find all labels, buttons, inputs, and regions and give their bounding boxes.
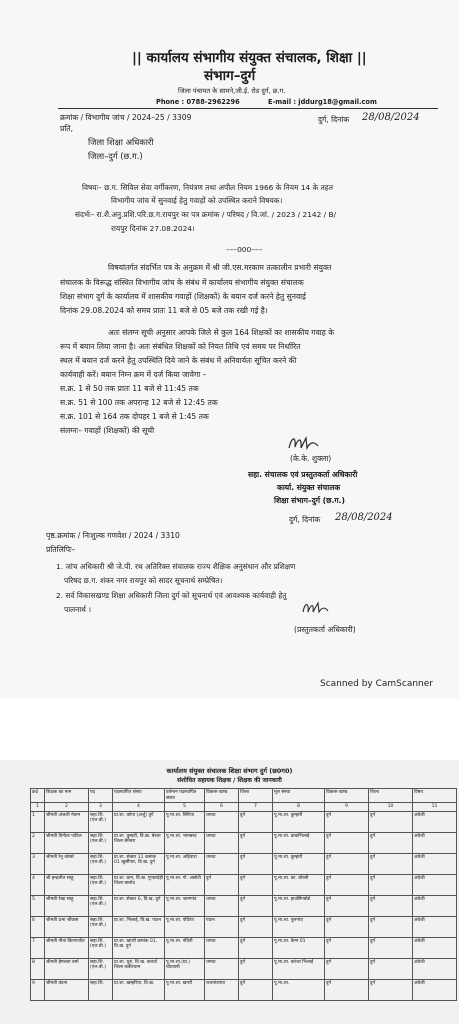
column-header: जिला: [369, 789, 413, 803]
section-separator: –––000–––: [226, 245, 263, 254]
table-cell: अंग्रेजी: [413, 895, 457, 916]
date-label: दुर्ग, दिनांक: [318, 115, 350, 124]
enclosure-note: संलग्नः– गवाहों (शिक्षकों) की सूची: [60, 426, 155, 435]
copy-item-1-line-2: परिषद छ.ग. शंकर नगर रायपुर को सादर सूचनार्थ सम्प्रेषित।: [64, 576, 223, 585]
letterhead-subtitle: संभाग–दुर्ग: [204, 68, 256, 84]
table-cell: सहा.शि. (एल.बी.): [89, 811, 113, 832]
letter-number: क्रमांक / विभागीय जांच / 2024–25 / 3309: [60, 113, 192, 122]
table-cell: प्रा.शा. धुरु, वि.ख. कवर्धा जिला कबीरधाम: [113, 958, 165, 979]
handwritten-date: 28/08/2024: [362, 112, 420, 123]
column-header: क्र0: [31, 789, 45, 803]
para2-line-2: रूप में बयान लिया जाना है। अतः संबंधित शिक्षकों को नियत तिथि एवं समय पर निर्धारित: [60, 342, 301, 351]
table-cell: पू.मा.शा. नंदिनी: [165, 937, 205, 958]
recipient-line-1: जिला शिक्षा अधिकारी: [88, 137, 154, 147]
column-number: 9: [325, 803, 369, 812]
signer-role-1: सहा. संचालक एवं प्रस्तुतकर्ता अधिकारी: [248, 470, 358, 479]
table-cell: सहा.शि. (एल.बी.): [89, 958, 113, 979]
page-gap: [0, 698, 459, 760]
table-cell: 1: [31, 811, 45, 832]
table-cell: दुर्ग: [239, 937, 273, 958]
column-number: 7: [239, 803, 273, 812]
schedule-item: स.क्र. 101 से 164 तक दोपहर 1 बजे से 1:45 तक: [60, 412, 209, 421]
column-number: 2: [45, 803, 89, 812]
table-cell: श्रीमती विनीता पाटिल: [45, 832, 89, 853]
table-cell: दुर्ग: [369, 853, 413, 874]
endorsement-number: पृष्ठ.क्रमांक / निःशुल्क गणवेश / 2024 / 3310: [46, 531, 180, 540]
office-address: जिला पंचायत के सामने,जी.ई. रोड दुर्ग, छ.ग.: [178, 87, 286, 95]
table-header-row: [31, 789, 457, 803]
reference-line-2: रायपुर दिनांक 27.08.2024।: [111, 224, 195, 233]
prati-label: प्रति,: [60, 124, 74, 133]
column-number: 8: [273, 803, 325, 812]
annexure-subtitle: संशोधित सहायक शिक्षक / शिक्षक की जानकारी: [177, 777, 282, 784]
para1-line-1: विषयांतर्गत संदर्भित पत्र के अनुक्रम में श्री जी.एस.मरकाम तत्कालीन प्रभारी संयुक्त: [108, 263, 332, 272]
table-row: [31, 853, 457, 874]
table-cell: 9: [31, 979, 45, 1000]
table-cell: पू.मा.शा.(प्रा.) घोटवानी: [165, 958, 205, 979]
table-row: [31, 811, 457, 832]
table-cell: श्रीमती प्रभा श्रीवास: [45, 916, 89, 937]
table-cell: पू.मा.शा. ढाबाभिलाई: [273, 832, 325, 853]
table-cell: सहा.शि. (एल.बी.): [89, 937, 113, 958]
table-cell: सहा.शि. (एल.बी.): [89, 832, 113, 853]
table-cell: 5: [31, 895, 45, 916]
table-cell: दुर्ग: [239, 874, 273, 895]
copy-item-2-line-2: पालनार्थ ।: [64, 605, 92, 614]
table-cell: पू.मा.शा. सिरिया: [165, 811, 205, 832]
table-cell: प्रा.शा. सेक्टर 6, वि.ख. दुर्ग: [113, 895, 165, 916]
column-header: पदस्थापित संस्था: [113, 789, 165, 803]
copy-item-1-line-1: 1. जांच अधिकारी श्री जे.पी. रथ अतिरिक्त संचालक राज्य शैक्षिक अनुसंधान और प्रशिक्षण: [56, 562, 296, 571]
signature-scribble: [300, 598, 330, 618]
table-cell: श्री इन्द्रजीत साहू: [45, 874, 89, 895]
table-cell: दुर्ग: [369, 811, 413, 832]
table-cell: पू.मा.शा. अहिवारा: [165, 853, 205, 874]
table-cell: श्रीमती रेखा साहू: [45, 895, 89, 916]
column-header: वर्तमान पदस्थापित संस्था: [165, 789, 205, 803]
table-cell: दुर्ग: [325, 979, 369, 1000]
table-cell: श्रीमती रेनू कोसरे: [45, 853, 89, 874]
table-cell: 7: [31, 937, 45, 958]
table-cell: सहा.शि. (एल.बी.): [89, 895, 113, 916]
table-row: [31, 937, 457, 958]
copy-label: प्रतिलिपिः–: [46, 545, 76, 554]
table-cell: प्रा.शा. ग्राम, वि.ख. गुण्डरदेही जिला बालोद: [113, 874, 165, 895]
signer-date-label: दुर्ग, दिनांक: [289, 515, 321, 524]
office-email: E-mail : jddurg18@gmail.com: [268, 98, 377, 106]
table-cell: पू.मा.शा. कुम्हारी: [273, 853, 325, 874]
presenting-officer-label: (प्रस्तुतकर्ता अधिकारी): [294, 625, 356, 634]
table-cell: पाटन: [205, 916, 239, 937]
scanner-watermark: Scanned by CamScanner: [320, 679, 433, 689]
table-cell: पू.मा.शा. पोटिया: [165, 916, 205, 937]
table-cell: अंग्रेजी: [413, 832, 457, 853]
recipient-line-2: जिला–दुर्ग (छ.ग.): [88, 151, 143, 161]
table-cell: पू.मा.शा. खपरी: [165, 979, 205, 1000]
column-header: विषय: [413, 789, 457, 803]
column-number: 4: [113, 803, 165, 812]
table-cell: धमधा: [205, 937, 239, 958]
table-cell: पू.मा.शा. हाउसिंगबोर्ड: [273, 895, 325, 916]
table-cell: प्रा.शा. खम्हरिया, वि.ख.: [113, 979, 165, 1000]
column-header: शिक्षक का नाम: [45, 789, 89, 803]
table-cell: पू.मा.शा. पुलगांव: [273, 916, 325, 937]
table-cell: दुर्ग: [239, 832, 273, 853]
table-cell: धमधा: [205, 811, 239, 832]
table-cell: दुर्ग: [325, 937, 369, 958]
para2-line-3: स्थल में बयान दर्ज करने हेतु उपस्थिति दिये जाने के संबंध में अनिवार्यतः सूचित करने की: [60, 356, 297, 365]
table-row: [31, 916, 457, 937]
table-cell: सहा.शि. (एल.बी.): [89, 874, 113, 895]
table-cell: दुर्ग: [369, 916, 413, 937]
column-number-row: [31, 803, 457, 812]
table-cell: सहा.शि. (एल.बी.): [89, 916, 113, 937]
table-cell: सहा.शि. (एल.बी.): [89, 853, 113, 874]
table-cell: दुर्ग: [239, 958, 273, 979]
table-cell: प्रा.शा. कुम्हरी, वि.ख. बेरला जिला बेमेतरा: [113, 832, 165, 853]
signer-role-3: शिक्षा संभाग–दुर्ग (छ.ग.): [274, 496, 345, 505]
annexure-title: कार्यालय संयुक्त संचालक शिक्षा संभाग दुर्ग (छ0ग0): [166, 767, 293, 775]
table-cell: अंग्रेजी: [413, 853, 457, 874]
column-number: 3: [89, 803, 113, 812]
letterhead-title: || कार्यालय संभागीय संयुक्त संचालक, शिक्षा ||: [132, 50, 367, 66]
table-cell: श्रीमती अंजली नेताम: [45, 811, 89, 832]
table-cell: दुर्ग: [369, 832, 413, 853]
table-cell: दुर्ग: [325, 811, 369, 832]
table-cell: दुर्ग: [369, 979, 413, 1000]
table-cell: प्रा.शा. खपरी क्रमांक 01, वि.ख. दुर्ग: [113, 937, 165, 958]
column-header: विकास खण्ड: [325, 789, 369, 803]
table-cell: दुर्ग: [239, 811, 273, 832]
table-cell: दुर्ग: [369, 958, 413, 979]
table-cell: 4: [31, 874, 45, 895]
table-cell: श्रीमती नीता किरणजीत: [45, 937, 89, 958]
table-cell: अंग्रेजी: [413, 979, 457, 1000]
copy-item-2-line-1: 2. सर्व विकासखण्ड शिक्षा अधिकारी जिला दुर्ग को सूचनार्थ एवं आवश्यक कार्यवाही हेतु: [56, 591, 287, 600]
table-cell: प्रा.शा. सेक्टर 11 क्रमांक 01 खुर्सीपार, वि.ख. दुर्ग: [113, 853, 165, 874]
table-cell: धमधा: [205, 832, 239, 853]
table-cell: पू.मा.शा.: [273, 979, 325, 1000]
table-cell: धमधा: [205, 853, 239, 874]
table-cell: 3: [31, 853, 45, 874]
column-number: 1: [31, 803, 45, 812]
table-cell: राजनांदगांव: [205, 979, 239, 1000]
table-cell: दुर्ग: [205, 874, 239, 895]
table-cell: श्रीमती हेमलता वर्मा: [45, 958, 89, 979]
table-cell: दुर्ग: [369, 874, 413, 895]
table-cell: अंग्रेजी: [413, 937, 457, 958]
table-cell: दुर्ग: [325, 916, 369, 937]
para1-line-2: संचालक के विरूद्ध संस्थित विभागीय जांच के संबंध में कार्यालय संभागीय संयुक्त संचालक: [60, 278, 304, 287]
para2-line-4: कार्यवाही करें। बयान निम्न क्रम में दर्ज किया जावेगा –: [60, 370, 207, 379]
schedule-item: स.क्र. 1 से 50 तक प्रातः 11 बजे से 11:45 तक: [60, 384, 199, 393]
table-cell: प्रा.शा. भिलाई, वि.ख. पाटन: [113, 916, 165, 937]
table-cell: अंग्रेजी: [413, 916, 457, 937]
column-number: 6: [205, 803, 239, 812]
table-cell: अंग्रेजी: [413, 874, 457, 895]
table-cell: अंग्रेजी: [413, 811, 457, 832]
table-cell: दुर्ग: [325, 853, 369, 874]
table-row: [31, 979, 457, 1000]
column-header: विकास खण्ड: [205, 789, 239, 803]
table-cell: धमधा: [205, 895, 239, 916]
para1-line-3: शिक्षा संभाग दुर्ग के कार्यालय में शासकीय गवाहों (शिक्षकों) के बयान दर्ज करने हेतु सुनवाई: [60, 292, 306, 301]
signer-name: (के.के. शुक्ला): [290, 454, 332, 463]
table-cell: दुर्ग: [325, 895, 369, 916]
table-cell: पू.मा.शा. भानबरद: [165, 832, 205, 853]
table-cell: दुर्ग: [239, 979, 273, 1000]
table-cell: पू.मा.शा. कुम्हारी: [273, 811, 325, 832]
table-cell: दुर्ग: [239, 853, 273, 874]
table-row: [31, 832, 457, 853]
column-number: 5: [165, 803, 205, 812]
table-cell: दुर्ग: [239, 916, 273, 937]
table-cell: पू.मा.शा. जामगांव: [165, 895, 205, 916]
table-cell: अंग्रेजी: [413, 958, 457, 979]
table-cell: दुर्ग: [325, 958, 369, 979]
table-cell: श्रीमती वंदना: [45, 979, 89, 1000]
table-cell: 2: [31, 832, 45, 853]
table-cell: दुर्ग: [325, 832, 369, 853]
column-header: मूल संस्था: [273, 789, 325, 803]
table-cell: दुर्ग: [369, 937, 413, 958]
table-cell: पू.मा.शा. गो. अछोटी: [165, 874, 205, 895]
table-row: [31, 958, 457, 979]
table-row: [31, 895, 457, 916]
table-cell: 6: [31, 916, 45, 937]
signer-handwritten-date: 28/08/2024: [335, 512, 393, 523]
table-row: [31, 874, 457, 895]
teacher-list-table: [30, 788, 457, 1001]
table-cell: पू.मा.शा. कैम्प 01: [273, 937, 325, 958]
letterhead-divider: [58, 108, 438, 109]
column-number: 10: [369, 803, 413, 812]
signature-scribble: [286, 432, 322, 454]
office-phone: Phone : 0788-2962296: [156, 98, 240, 106]
table-cell: प्रा.शा. कोपा (अर्जु) दुर्ग: [113, 811, 165, 832]
table-cell: धमधा: [205, 958, 239, 979]
table-cell: पू.मा.शा. का. बोरसी: [273, 874, 325, 895]
column-header: जिला: [239, 789, 273, 803]
column-number: 11: [413, 803, 457, 812]
subject-line-1: विषयः– छ.ग. सिविल सेवा वर्गीकरण, नियंत्रण तथा अपील नियम 1966 के नियम 14 के तहत: [82, 183, 333, 192]
table-cell: दुर्ग: [325, 874, 369, 895]
signer-role-2: कार्या. संयुक्त संचालक: [277, 483, 341, 492]
table-cell: पू.मा.शा. करंजा भिलाई: [273, 958, 325, 979]
para2-line-1: अतः संलग्न सूची अनुसार आपके जिले से कुल 164 शिक्षकों का शासकीय गवाह के: [108, 328, 335, 337]
column-header: पद: [89, 789, 113, 803]
subject-line-2: विभागीय जांच में सुनवाई हेतु गवाहों को उपस्थित कराने विषयक।: [111, 196, 283, 205]
schedule-item: स.क्र. 51 से 100 तक अपरान्ह 12 बजे से 12:45 तक: [60, 398, 218, 407]
table-cell: दुर्ग: [369, 895, 413, 916]
table-cell: दुर्ग: [239, 895, 273, 916]
para1-line-4: दिनांक 29.08.2024 को समय प्रातः 11 बजे से 05 बजे तक रखी गई है।: [60, 306, 268, 315]
reference-line-1: संदर्भः– रा.शै.अनु.प्रशि.परि.छ.ग.रायपुर का पत्र क्रमांक / परिषद / वि.जां. / 2023 / 2142 / B/: [75, 210, 337, 219]
table-cell: 8: [31, 958, 45, 979]
table-cell: सहा.शि.: [89, 979, 113, 1000]
